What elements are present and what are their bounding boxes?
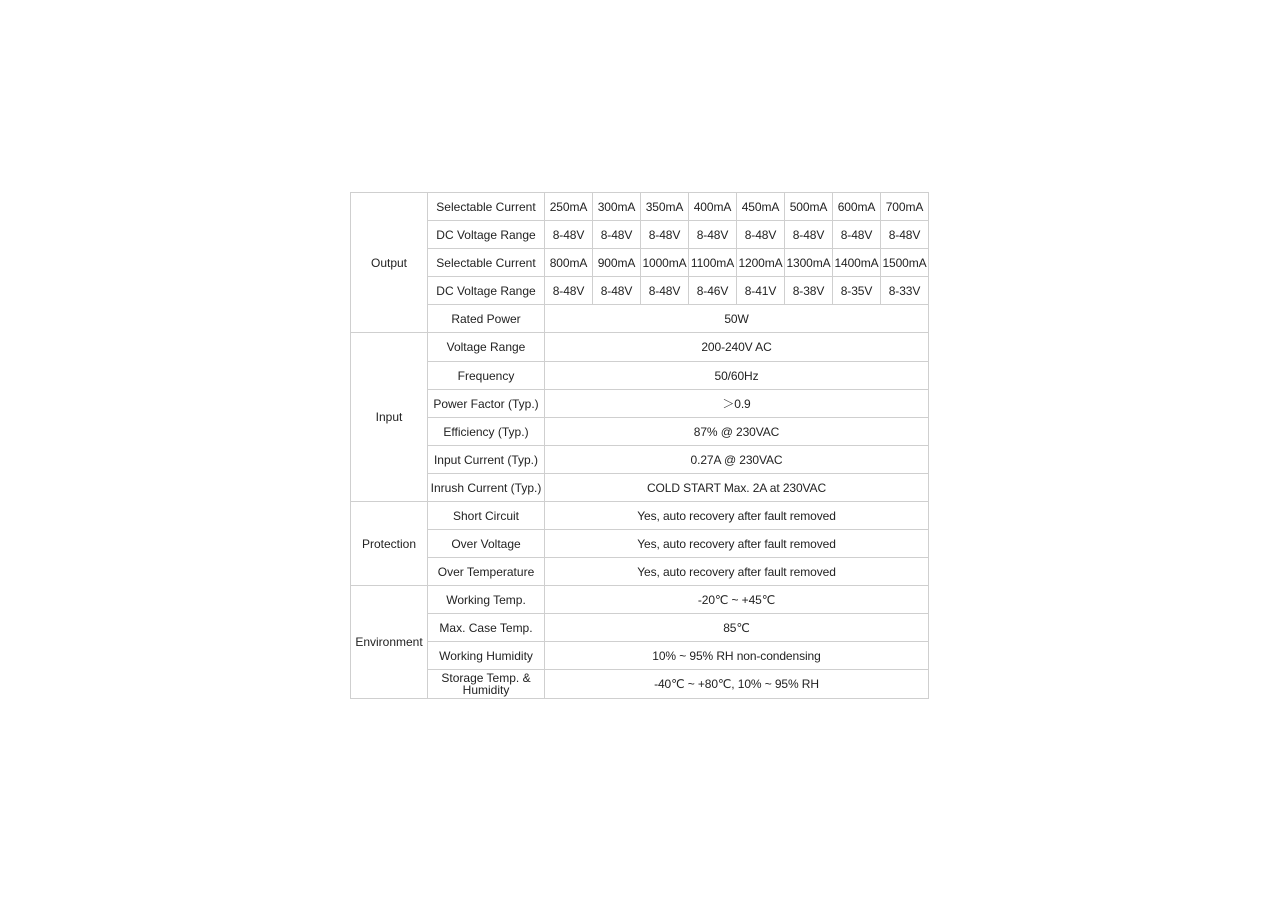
table-row [351,221,929,249]
table-cell: 250mA [545,193,593,221]
table-cell: 500mA [785,193,833,221]
table-cell: 200-240V AC [545,333,929,362]
table-row [351,418,929,446]
row-label: Max. Case Temp. [428,614,545,642]
table-cell: 50/60Hz [545,362,929,390]
table-cell: 900mA [593,249,641,277]
table-cell: 800mA [545,249,593,277]
table-row [351,390,929,418]
table-cell: 1400mA [833,249,881,277]
table-cell: 8-48V [833,221,881,249]
table-cell: 8-48V [641,221,689,249]
table-cell: 300mA [593,193,641,221]
table-cell: 350mA [641,193,689,221]
row-label: Over Temperature [428,558,545,586]
table-cell: 8-35V [833,277,881,305]
table-cell: 8-48V [593,277,641,305]
table-cell: 50W [545,305,929,333]
table-cell: 8-41V [737,277,785,305]
table-cell: -40℃ ~ +80℃, 10% ~ 95% RH [545,670,929,699]
row-label: Efficiency (Typ.) [428,418,545,446]
table-cell: Yes, auto recovery after fault removed [545,558,929,586]
row-label: Voltage Range [428,333,545,362]
table-cell: 8-48V [737,221,785,249]
table-row [351,333,929,362]
table-cell: 8-46V [689,277,737,305]
table-row [351,502,929,530]
table-cell: 8-48V [545,277,593,305]
table-cell: 8-48V [881,221,929,249]
row-label: Rated Power [428,305,545,333]
table-cell: COLD START Max. 2A at 230VAC [545,474,929,502]
table-row [351,362,929,390]
table-cell: 1300mA [785,249,833,277]
table-cell: 600mA [833,193,881,221]
table-cell: 85℃ [545,614,929,642]
table-cell: 0.27A @ 230VAC [545,446,929,474]
row-label: DC Voltage Range [428,221,545,249]
group-label-output: Output [351,193,428,333]
table-row [351,670,929,699]
table-row [351,249,929,277]
row-label: Selectable Current [428,193,545,221]
table-cell: 8-48V [545,221,593,249]
table-cell: 1500mA [881,249,929,277]
row-label: DC Voltage Range [428,277,545,305]
table-cell: 1000mA [641,249,689,277]
table-cell: 400mA [689,193,737,221]
table-row [351,530,929,558]
table-cell: 87% @ 230VAC [545,418,929,446]
table-cell: Yes, auto recovery after fault removed [545,502,929,530]
table-cell: ＞0.9 [545,390,929,418]
spec-table [350,192,929,699]
table-row [351,474,929,502]
table-cell: 8-48V [593,221,641,249]
table-row [351,642,929,670]
table-cell: 1100mA [689,249,737,277]
row-label: Inrush Current (Typ.) [428,474,545,502]
table-cell: 8-48V [689,221,737,249]
table-cell: 8-33V [881,277,929,305]
table-row [351,277,929,305]
table-row [351,558,929,586]
group-label-protection: Protection [351,502,428,586]
table-cell: 8-48V [785,221,833,249]
table-row [351,446,929,474]
row-label: Short Circuit [428,502,545,530]
row-label: Selectable Current [428,249,545,277]
row-label: Input Current (Typ.) [428,446,545,474]
row-label: Power Factor (Typ.) [428,390,545,418]
table-row [351,586,929,614]
group-label-environment: Environment [351,586,428,699]
table-cell: Yes, auto recovery after fault removed [545,530,929,558]
table-cell: 10% ~ 95% RH non-condensing [545,642,929,670]
table-row [351,614,929,642]
table-cell: 450mA [737,193,785,221]
table-cell: 1200mA [737,249,785,277]
table-row [351,305,929,333]
row-label: Storage Temp. & Humidity [428,670,545,699]
row-label: Working Humidity [428,642,545,670]
group-label-input: Input [351,333,428,502]
table-cell: 700mA [881,193,929,221]
row-label: Over Voltage [428,530,545,558]
table-cell: 8-38V [785,277,833,305]
row-label: Frequency [428,362,545,390]
table-row [351,193,929,221]
table-cell: 8-48V [641,277,689,305]
table-cell: -20℃ ~ +45℃ [545,586,929,614]
row-label: Working Temp. [428,586,545,614]
